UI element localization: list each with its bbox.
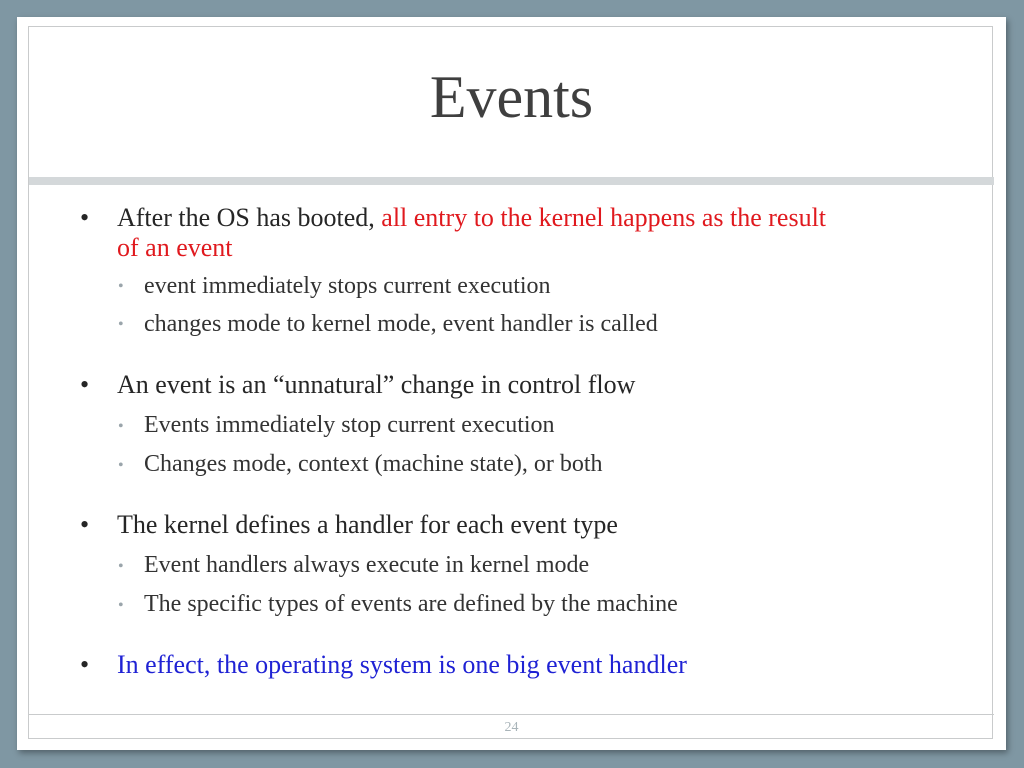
bullet-marker: • [80,203,90,232]
bullet-marker: • [80,510,90,539]
bullet-2-text: An event is an “unnatural” change in control flow [117,370,636,399]
sub-bullet-marker: • [118,558,124,575]
footer-divider [29,714,994,715]
sub-bullet-marker: • [118,457,124,474]
bullet-2-sub-1: Events immediately stop current execution [144,412,555,438]
page-number: 24 [504,720,519,735]
bullet-1-line-1 [117,203,826,233]
bullet-3-sub-2: The specific types of events are defined by the machine [144,591,678,617]
bullet-1-sub-2: changes mode to kernel mode, event handler is called [144,311,658,337]
sub-bullet-marker: • [118,278,124,295]
bullet-4-text: In effect, the operating system is one big event handler [117,650,687,679]
bullet-1-plain-text: After the OS has booted, [117,203,382,232]
bullet-1-sub-1: event immediately stops current execution [144,273,551,299]
bullet-3-text: The kernel defines a handler for each event type [117,510,618,539]
slide [17,17,1006,750]
bullet-1-highlight-text: all entry to the kernel happens as the result [381,203,827,232]
bullet-2-sub-2: Changes mode, context (machine state), or both [144,451,603,477]
sub-bullet-marker: • [118,316,124,333]
bullet-marker: • [80,370,90,399]
bullet-marker: • [80,650,90,679]
bullet-1-line-2: of an event [117,233,233,262]
sub-bullet-marker: • [118,418,124,435]
bullet-list [17,17,1006,750]
bullet-3-sub-1: Event handlers always execute in kernel mode [144,552,590,578]
slide-title: Events [429,64,594,130]
sub-bullet-marker: • [118,597,124,614]
